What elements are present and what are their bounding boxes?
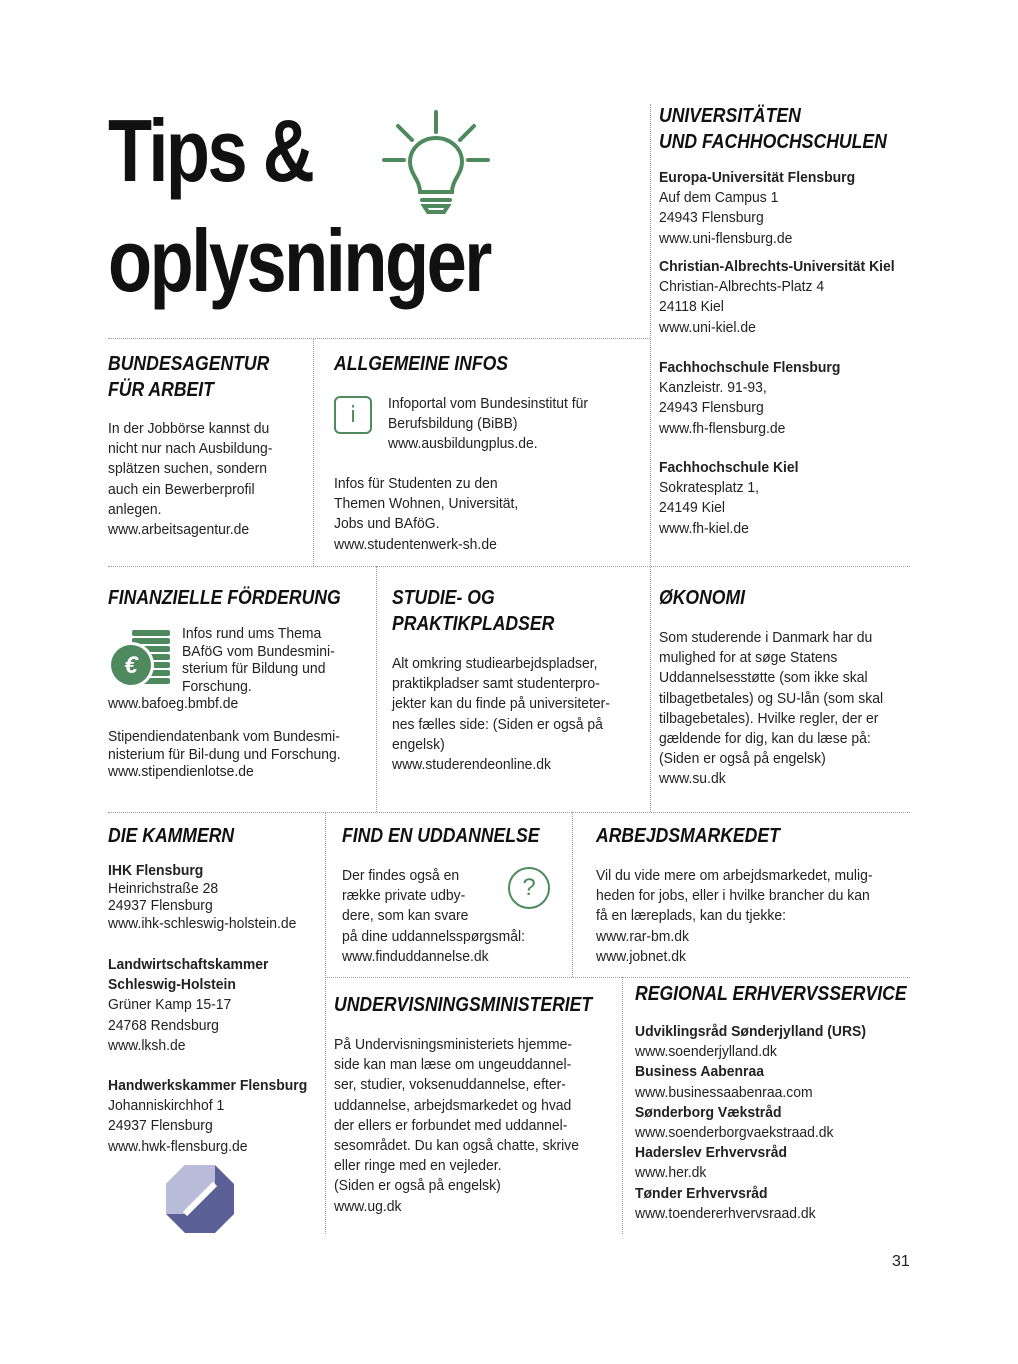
question-icon: ?: [508, 867, 550, 909]
divider-vertical: [622, 977, 623, 1234]
finanzielle-block2: [108, 728, 341, 781]
kammer-entry: [108, 1076, 307, 1157]
bundesagentur-heading: FÜR ARBEIT: [108, 379, 214, 401]
kammern-heading: DIE KAMMERN: [108, 825, 235, 847]
org-name: Haderslev Erhvervsråd: [635, 1144, 787, 1162]
text-line: gældende for dig, kan du læse på:: [659, 730, 871, 748]
divider-vertical: [313, 338, 314, 566]
university-name: Fachhochschule Kiel: [659, 459, 799, 476]
address-line: Auf dem Campus 1: [659, 189, 779, 207]
url-link[interactable]: www.studerendeonline.dk: [392, 756, 551, 774]
url-link[interactable]: www.stipendienlotse.de: [108, 763, 254, 780]
allgemeine-heading: ALLGEMEINE INFOS: [334, 353, 509, 375]
url-link[interactable]: www.hwk-flensburg.de: [108, 1137, 248, 1155]
arbejds-text: [596, 866, 873, 967]
text-line: tilbagetbetales) og SU-lån (som skal: [659, 689, 884, 707]
divider-horizontal: [108, 338, 650, 339]
text-line: nicht nur nach Ausbildung-: [108, 440, 273, 458]
address-line: Christian-Albrechts-Platz 4: [659, 278, 825, 296]
okonomi-heading: ØKONOMI: [659, 587, 746, 609]
text-line: dere, som kan svare: [342, 907, 469, 925]
kammer-name: Landwirtschaftskammer: [108, 956, 269, 973]
address-line: 24943 Flensburg: [659, 209, 764, 227]
text-line: række private udby-: [342, 887, 466, 905]
text-line: Jobs und BAföG.: [334, 515, 440, 533]
url-link[interactable]: www.jobnet.dk: [596, 947, 686, 965]
text-line: mulighed for at søge Statens: [659, 649, 838, 667]
okonomi-text: [659, 628, 883, 790]
bundesagentur-heading: BUNDESAGENTUR: [108, 353, 270, 375]
text-line: eller ringe med en vejleder.: [334, 1157, 502, 1175]
allgemeine-block1: [388, 394, 588, 455]
url-link[interactable]: www.businessaabenraa.com: [635, 1083, 813, 1101]
kammer-name: Handwerkskammer Flensburg: [108, 1077, 308, 1094]
text-line: heden for jobs, eller i hvilke brancher du kan: [596, 887, 870, 905]
url-link[interactable]: www.su.dk: [659, 770, 726, 788]
address-line: 24937 Flensburg: [108, 897, 213, 914]
text-line: Forschung.: [182, 677, 252, 695]
text-line: Berufsbildung (BiBB): [388, 415, 518, 433]
text-line: Infos für Studenten zu den: [334, 475, 498, 492]
studie-text: [392, 654, 610, 775]
text-line: på dine uddannelsspørgsmål:: [342, 927, 526, 945]
euro-symbol: €: [124, 652, 138, 679]
text-line: Infos rund ums Thema: [182, 625, 322, 642]
text-line: Stipendiendatenbank vom Bundesmi-: [108, 728, 340, 745]
divider-horizontal: [325, 977, 910, 978]
divider-horizontal: [108, 812, 910, 813]
url-link[interactable]: www.arbeitsagentur.de: [108, 521, 250, 539]
url-link[interactable]: www.bafoeg.bmbf.de: [108, 695, 239, 712]
url-link[interactable]: www.lksh.de: [108, 1036, 186, 1054]
text-line: uddannelse, arbejdsmarkedet og hvad: [334, 1096, 572, 1114]
text-line: praktikpladser samt studenterpro-: [392, 675, 600, 693]
url-link[interactable]: www.ug.dk: [334, 1197, 402, 1215]
text-line: På Undervisningsministeriets hjemme-: [334, 1036, 573, 1053]
address-line: 24118 Kiel: [659, 298, 724, 316]
text-line: Uddannelsesstøtte (som ikke skal: [659, 669, 868, 687]
text-line: nisterium für Bil-dung und Forschung.: [108, 745, 341, 763]
text-line: tilbagebetales). Hvilke regler, der er: [659, 709, 879, 727]
url-link[interactable]: www.uni-kiel.de: [659, 318, 756, 336]
finanzielle-block1: [182, 625, 335, 695]
address-line: Sokratesplatz 1,: [659, 479, 760, 497]
university-entry: [659, 458, 799, 539]
text-line: engelsk): [392, 735, 445, 753]
url-link[interactable]: www.her.dk: [635, 1164, 707, 1182]
kammer-entry: [108, 955, 268, 1056]
university-entry: [659, 168, 855, 249]
regional-heading: REGIONAL ERHVERVSSERVICE: [635, 983, 907, 1005]
url-link[interactable]: www.ausbildungplus.de.: [388, 435, 538, 453]
text-line: Themen Wohnen, Universität,: [334, 495, 519, 513]
org-name: Sønderborg Vækstråd: [635, 1103, 782, 1121]
allgemeine-block2: [334, 474, 518, 555]
text-line: BAföG vom Bundesmini-: [182, 642, 335, 660]
arbejds-heading: ARBEJDSMARKEDET: [596, 825, 780, 847]
address-line: Heinrichstraße 28: [108, 879, 219, 897]
text-line: sterium für Bildung und: [182, 660, 326, 677]
lightbulb-icon: [380, 108, 492, 216]
address-line: Kanzleistr. 91-93,: [659, 379, 767, 397]
university-name: Fachhochschule Flensburg: [659, 359, 841, 376]
kammer-name: IHK Flensburg: [108, 862, 204, 879]
studie-heading: STUDIE- OG: [392, 587, 495, 609]
text-line: jekter kan du finde på universiteter-: [392, 695, 610, 713]
universities-heading: UNIVERSITÄTEN: [659, 105, 801, 127]
text-line: nes fælles side: (Siden er også på: [392, 715, 603, 733]
text-line: splätzen suchen, sondern: [108, 460, 267, 478]
ug-text: [334, 1035, 579, 1217]
text-line: sesområdet. Du kan også chatte, skrive: [334, 1137, 580, 1155]
divider-horizontal: [108, 566, 910, 567]
org-name: Business Aabenraa: [635, 1063, 764, 1081]
page-title-line1: Tips &: [108, 101, 313, 200]
address-line: Johanniskirchhof 1: [108, 1097, 225, 1115]
text-line: (Siden er også på engelsk): [334, 1177, 501, 1195]
text-line: side kan man læse om ungeuddannel-: [334, 1056, 572, 1074]
studie-heading: PRAKTIKPLADSER: [392, 613, 555, 635]
page-title-line2: oplysninger: [108, 211, 490, 310]
url-link[interactable]: www.finduddannelse.dk: [342, 947, 489, 965]
page-number: 31: [892, 1253, 910, 1270]
org-name: Tønder Erhvervsråd: [635, 1184, 768, 1202]
url-link[interactable]: www.fh-kiel.de: [659, 519, 749, 537]
find-text: [342, 866, 525, 967]
address-line: 24943 Flensburg: [659, 399, 764, 417]
url-link[interactable]: www.soenderjylland.dk: [635, 1043, 777, 1061]
university-entry: [659, 358, 840, 439]
text-line: auch ein Bewerberprofil: [108, 480, 255, 498]
url-link[interactable]: www.rar-bm.dk: [596, 927, 690, 945]
text-line: Alt omkring studiearbejdspladser,: [392, 655, 598, 672]
text-line: Infoportal vom Bundesinstitut für: [388, 395, 589, 412]
university-name: Europa-Universität Flensburg: [659, 169, 856, 186]
address-line: 24937 Flensburg: [108, 1117, 213, 1135]
bundesagentur-text: [108, 419, 272, 540]
kammer-entry: [108, 862, 296, 932]
university-entry: [659, 257, 895, 338]
text-line: In der Jobbörse kannst du: [108, 420, 270, 437]
address-line: 24149 Kiel: [659, 499, 725, 517]
address-line: 24768 Rendsburg: [108, 1016, 219, 1034]
regional-list: [635, 1022, 866, 1224]
finanzielle-heading: FINANZIELLE FÖRDERUNG: [108, 587, 341, 609]
find-heading: FIND EN UDDANNELSE: [342, 825, 540, 847]
url-link[interactable]: www.toendererhvervsraad.dk: [635, 1204, 816, 1222]
text-line: Som studerende i Danmark har du: [659, 629, 873, 646]
university-name: Christian-Albrechts-Universität Kiel: [659, 258, 895, 275]
url-link[interactable]: www.studentenwerk-sh.de: [334, 535, 497, 553]
url-link[interactable]: www.soenderborgvaekstraad.dk: [635, 1124, 834, 1142]
text-line: Der findes også en: [342, 867, 460, 884]
text-line: (Siden er også på engelsk): [659, 750, 826, 768]
address-line: Grüner Kamp 15-17: [108, 996, 232, 1014]
divider-vertical: [572, 812, 573, 977]
url-link[interactable]: www.fh-flensburg.de: [659, 419, 786, 437]
divider-vertical: [325, 812, 326, 1234]
divider-vertical: [376, 566, 377, 812]
text-line: der ellers er forbundet med uddannel-: [334, 1116, 568, 1134]
text-line: få en læreplads, kan du tjekke:: [596, 907, 786, 925]
info-icon: i: [334, 396, 372, 434]
org-name: Udviklingsråd Sønderjylland (URS): [635, 1023, 866, 1040]
url-link[interactable]: www.ihk-schleswig-holstein.de: [108, 914, 297, 932]
url-link[interactable]: www.uni-flensburg.de: [659, 229, 793, 247]
universities-heading: UND FACHHOCHSCHULEN: [659, 131, 887, 153]
octagon-logo: [165, 1164, 235, 1234]
text-line: ser, studier, voksenuddannelse, efter-: [334, 1076, 566, 1094]
ug-heading: UNDERVISNINGSMINISTERIET: [334, 994, 593, 1016]
text-line: Vil du vide mere om arbejdsmarkedet, mulig-: [596, 867, 873, 884]
text-line: anlegen.: [108, 500, 162, 518]
kammer-name: Schleswig-Holstein: [108, 976, 236, 994]
divider-vertical: [650, 104, 651, 812]
